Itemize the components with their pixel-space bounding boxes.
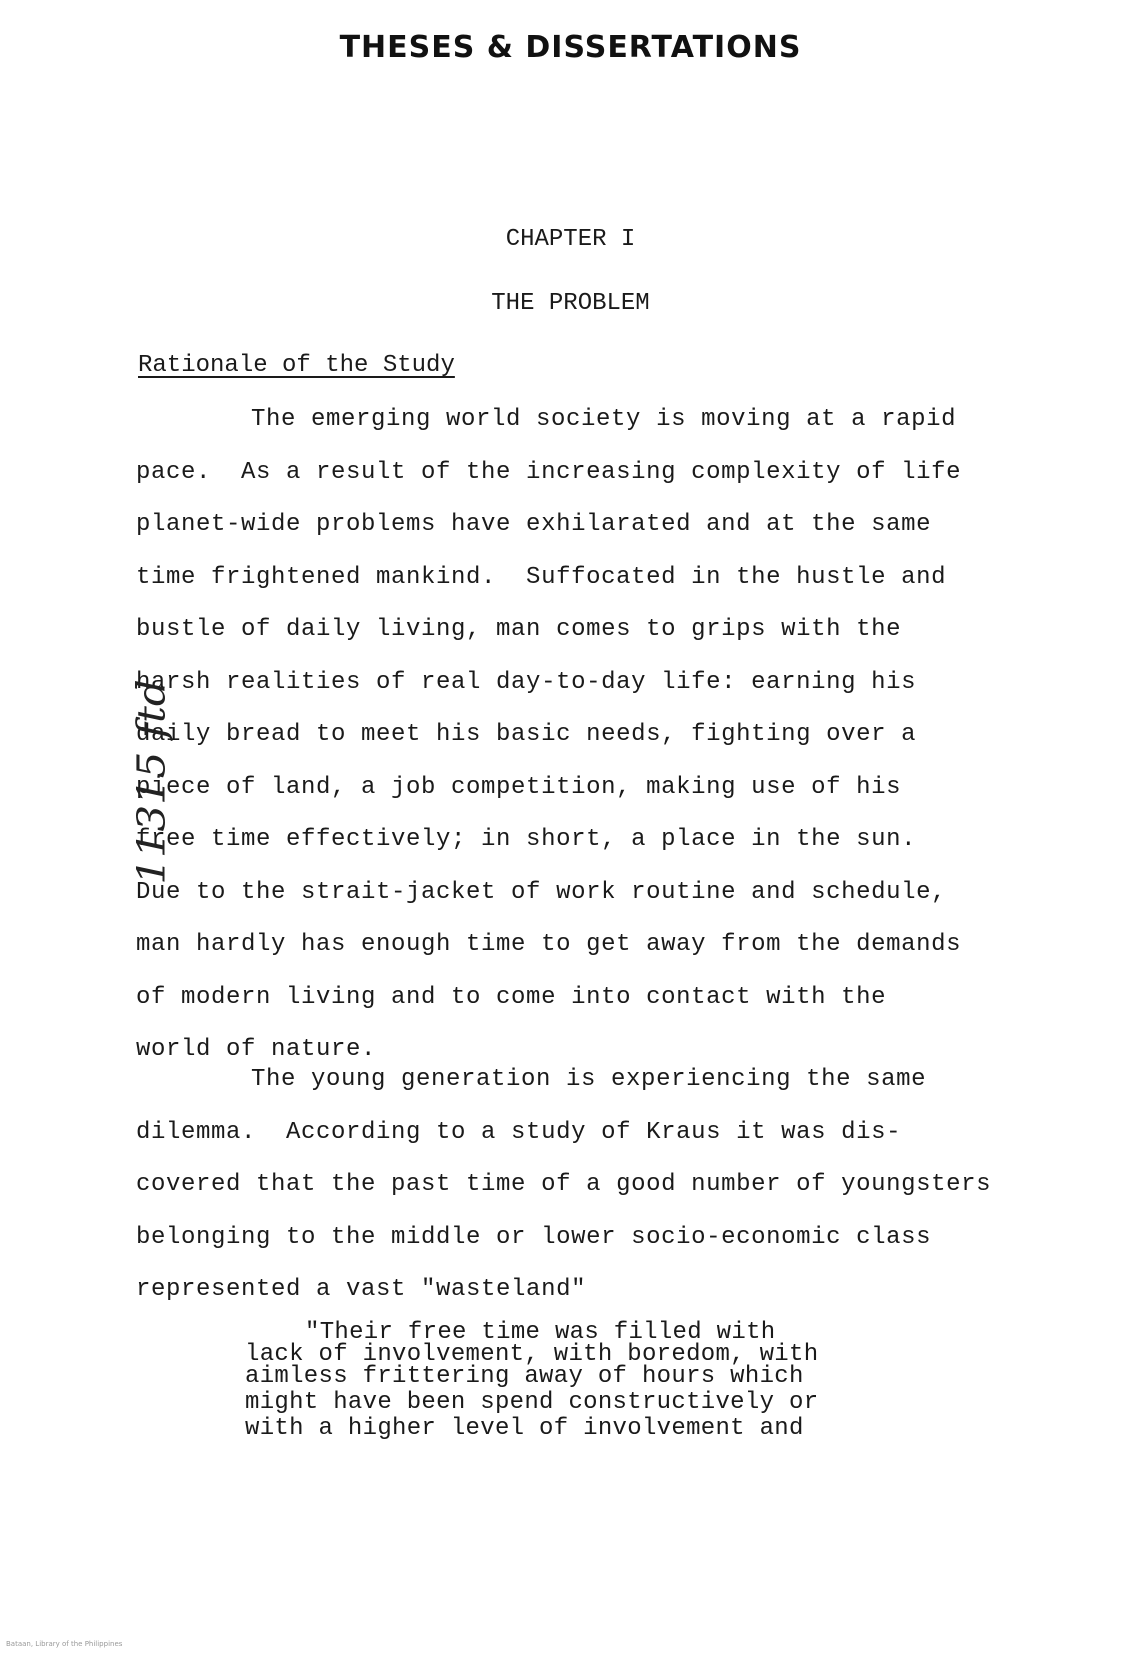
footer-text: Bataan, Library of the Philippines — [6, 1640, 123, 1648]
theses-dissertations-stamp: THESES & DISSERTATIONS — [339, 30, 802, 65]
paragraph-line: piece of land, a job competition, making use of his — [136, 773, 902, 801]
paragraph-line: Due to the strait-jacket of work routine and schedule, — [136, 878, 947, 906]
paragraph-line: belonging to the middle or lower socio-economic class — [136, 1223, 932, 1251]
quote-line: with a higher level of involvement and — [245, 1415, 804, 1442]
paragraph-1 — [136, 394, 961, 1077]
paragraph-line: man hardly has enough time to get away from the demands — [136, 931, 962, 958]
handwritten-margin-note: 11315 ftd — [129, 679, 174, 885]
block-quote — [245, 1319, 819, 1442]
quote-line: "Their free time was filled with — [305, 1319, 776, 1346]
paragraph-line: planet-wide problems have exhilarated and at the same — [136, 511, 932, 538]
chapter-title: THE PROBLEM — [491, 290, 650, 317]
quote-line: aimless frittering away of hours which — [245, 1363, 804, 1390]
paragraph-line: world of nature. — [136, 1036, 377, 1063]
paragraph-line: covered that the past time of a good number of youngsters — [136, 1171, 992, 1198]
paragraph-2 — [136, 1054, 991, 1317]
paragraph-line: of modern living and to come into contact with the — [136, 983, 887, 1011]
paragraph-line: pace. As a result of the increasing complexity of life — [136, 458, 962, 486]
quote-line: might have been spend constructively or — [245, 1389, 819, 1416]
paragraph-line: The emerging world society is moving at a rapid — [251, 406, 957, 433]
chapter-number: CHAPTER I — [505, 226, 636, 253]
section-heading: Rationale of the Study — [138, 352, 455, 379]
paragraph-line: dilemma. According to a study of Kraus it was dis- — [136, 1118, 902, 1146]
quote-line: lack of involvement, with boredom, with — [245, 1341, 819, 1368]
paragraph-line: daily bread to meet his basic needs, fighting over a — [136, 721, 917, 748]
paragraph-line: represented a vast "wasteland" — [136, 1276, 587, 1303]
paragraph-line: bustle of daily living, man comes to grips with the — [136, 616, 902, 643]
paragraph-line: time frightened mankind. Suffocated in the hustle and — [136, 563, 947, 591]
paragraph-line: free time effectively; in short, a place in the sun. — [136, 826, 917, 853]
paragraph-line: harsh realities of real day-to-day life: earning his — [136, 668, 917, 696]
paragraph-line: The young generation is experiencing the same — [251, 1066, 927, 1093]
